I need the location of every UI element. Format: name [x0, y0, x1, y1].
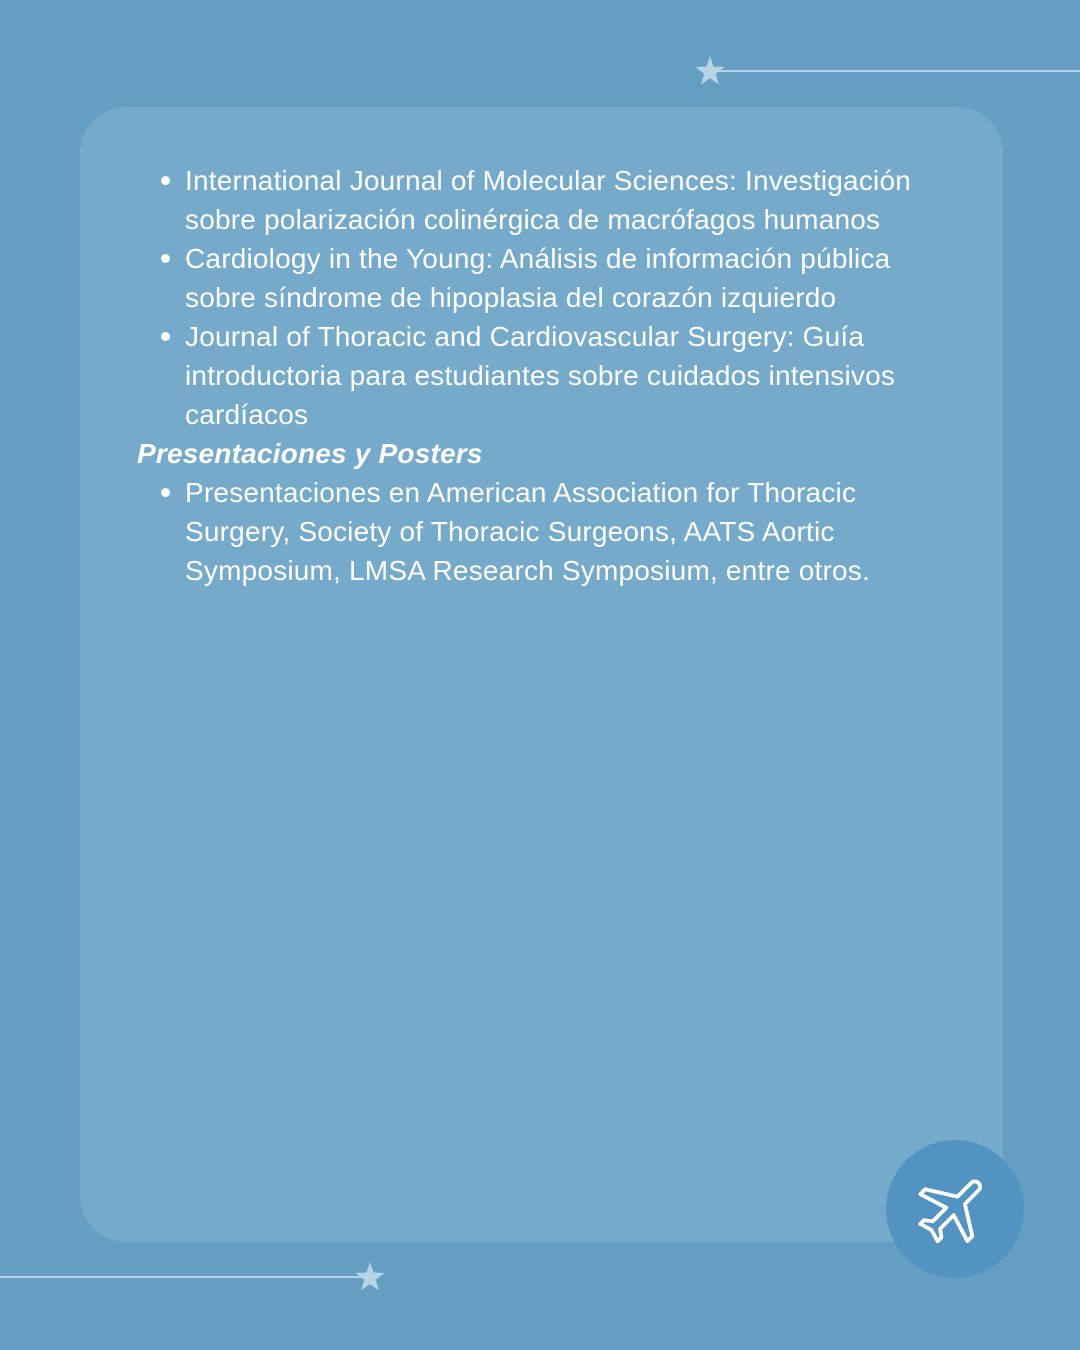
bullet-dot [161, 254, 170, 263]
star-icon [693, 54, 727, 88]
bullet-dot [161, 176, 170, 185]
publication-text: Journal of Thoracic and Cardiovascular Surgery: Guía introductoria para estudiantes sobre cuidados intensivos cardíacos [185, 321, 896, 430]
bullet-dot [161, 332, 170, 341]
top-divider-line [712, 70, 1080, 72]
list-item [137, 473, 957, 590]
list-item [137, 317, 957, 434]
airplane-badge[interactable] [886, 1140, 1024, 1278]
presentation-text: Presentaciones en American Association for Thoracic Surgery, Society of Thoracic Surgeons, AATS Aortic Symposium, LMSA Research Symposium, entre otros. [185, 477, 870, 586]
list-item [137, 239, 957, 317]
bottom-divider-line [0, 1276, 370, 1278]
presentations-heading: Presentaciones y Posters [137, 438, 483, 469]
publication-text: Cardiology in the Young: Análisis de información pública sobre síndrome de hipoplasia del corazón izquierdo [185, 243, 891, 313]
publication-text: International Journal of Molecular Sciences: Investigación sobre polarización colinérgica de macrófagos humanos [185, 165, 911, 235]
presentations-list [137, 473, 957, 590]
list-item [137, 161, 957, 239]
bullet-dot [161, 488, 170, 497]
airplane-icon [913, 1167, 997, 1251]
star-icon [353, 1260, 387, 1294]
content-card [80, 107, 1003, 1242]
card-content [137, 161, 957, 590]
publications-list [137, 161, 957, 434]
